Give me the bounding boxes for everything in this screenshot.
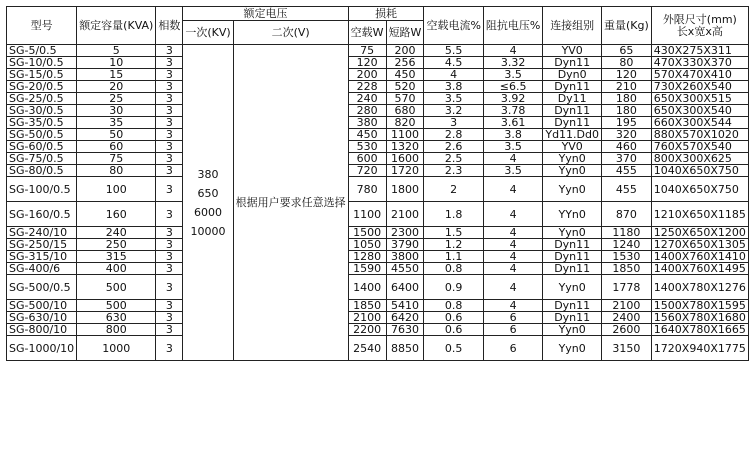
model-cell: SG-60/0.5: [7, 141, 77, 153]
header-impedance: [483, 7, 542, 45]
connection-cell: Yd11.Dd0: [543, 129, 602, 141]
table-row: [7, 251, 749, 263]
dimensions-cell: 1400X760X1495: [651, 263, 748, 275]
dimensions-cell: 1720X940X1775: [651, 336, 748, 361]
connection-cell: Dyn11: [543, 239, 602, 251]
header-no-load: 空载W: [348, 21, 386, 45]
no-load-loss-cell: 120: [348, 57, 386, 69]
primary-voltage-value: 380: [197, 167, 219, 181]
no-load-loss-cell: 240: [348, 93, 386, 105]
dimensions-cell: 1270X650X1305: [651, 239, 748, 251]
short-circuit-loss-cell: 570: [386, 93, 424, 105]
header-weight: [602, 7, 652, 45]
capacity-cell: 75: [77, 153, 156, 165]
dimensions-cell: 1640X780X1665: [651, 324, 748, 336]
connection-cell: Dyn11: [543, 263, 602, 275]
phase-cell: 3: [156, 239, 183, 251]
table-row: [7, 300, 749, 312]
phase-cell: 3: [156, 275, 183, 300]
short-circuit-loss-cell: 820: [386, 117, 424, 129]
no-load-current-cell: 2.5: [424, 153, 483, 165]
dimensions-cell: 1210X650X1185: [651, 202, 748, 227]
connection-cell: Yyn0: [543, 165, 602, 177]
no-load-loss-cell: 200: [348, 69, 386, 81]
no-load-loss-cell: 600: [348, 153, 386, 165]
weight-cell: 320: [602, 129, 652, 141]
header-model: 型号: [7, 7, 77, 45]
header-no-load-current-text: 空载电流%: [426, 18, 481, 32]
short-circuit-loss-cell: 680: [386, 105, 424, 117]
model-cell: SG-20/0.5: [7, 81, 77, 93]
weight-cell: 1240: [602, 239, 652, 251]
model-cell: SG-100/0.5: [7, 177, 77, 202]
phase-cell: 3: [156, 300, 183, 312]
short-circuit-loss-cell: 8850: [386, 336, 424, 361]
phase-cell: 3: [156, 324, 183, 336]
table-row: [7, 227, 749, 239]
short-circuit-loss-cell: 520: [386, 81, 424, 93]
short-circuit-loss-cell: 2100: [386, 202, 424, 227]
phase-cell: 3: [156, 153, 183, 165]
table-row: [7, 153, 749, 165]
model-cell: SG-10/0.5: [7, 57, 77, 69]
model-cell: SG-25/0.5: [7, 93, 77, 105]
short-circuit-loss-cell: 5410: [386, 300, 424, 312]
connection-cell: Dyn11: [543, 251, 602, 263]
secondary-voltage-note: 根据用户要求任意选择: [233, 45, 348, 361]
connection-cell: Dyn0: [543, 69, 602, 81]
capacity-cell: 50: [77, 129, 156, 141]
table-row: [7, 263, 749, 275]
weight-cell: 2400: [602, 312, 652, 324]
no-load-loss-cell: 75: [348, 45, 386, 57]
capacity-cell: 10: [77, 57, 156, 69]
impedance-cell: 4: [483, 153, 542, 165]
model-cell: SG-160/0.5: [7, 202, 77, 227]
dimensions-cell: 1040X650X750: [651, 177, 748, 202]
header-primary: 一次(KV): [183, 21, 233, 45]
impedance-cell: 4: [483, 45, 542, 57]
short-circuit-loss-cell: 6420: [386, 312, 424, 324]
no-load-loss-cell: 530: [348, 141, 386, 153]
short-circuit-loss-cell: 256: [386, 57, 424, 69]
model-cell: SG-315/10: [7, 251, 77, 263]
dimensions-cell: 470X330X370: [651, 57, 748, 69]
capacity-cell: 20: [77, 81, 156, 93]
weight-cell: 1530: [602, 251, 652, 263]
short-circuit-loss-cell: 3790: [386, 239, 424, 251]
header-rated-voltage: 额定电压: [183, 7, 348, 21]
impedance-cell: 3.5: [483, 165, 542, 177]
phase-cell: 3: [156, 45, 183, 57]
table-row: [7, 129, 749, 141]
header-connection: 连接组别: [543, 7, 602, 45]
table-row: [7, 312, 749, 324]
primary-voltage-value: 6000: [194, 205, 222, 219]
no-load-current-cell: 3.8: [424, 81, 483, 93]
model-cell: SG-5/0.5: [7, 45, 77, 57]
short-circuit-loss-cell: 6400: [386, 275, 424, 300]
impedance-cell: 3.32: [483, 57, 542, 69]
model-cell: SG-400/6: [7, 263, 77, 275]
model-cell: SG-80/0.5: [7, 165, 77, 177]
phase-cell: 3: [156, 105, 183, 117]
phase-cell: 3: [156, 312, 183, 324]
no-load-current-cell: 2.3: [424, 165, 483, 177]
capacity-cell: 1000: [77, 336, 156, 361]
no-load-current-cell: 2.6: [424, 141, 483, 153]
impedance-cell: 4: [483, 263, 542, 275]
dimensions-cell: 650X300X515: [651, 93, 748, 105]
capacity-cell: 60: [77, 141, 156, 153]
table-row: [7, 275, 749, 300]
short-circuit-loss-cell: 1720: [386, 165, 424, 177]
model-cell: SG-75/0.5: [7, 153, 77, 165]
weight-cell: 455: [602, 177, 652, 202]
model-cell: SG-15/0.5: [7, 69, 77, 81]
header-no-load-current: [424, 7, 483, 45]
no-load-loss-cell: 2540: [348, 336, 386, 361]
weight-cell: 455: [602, 165, 652, 177]
table-row: [7, 57, 749, 69]
no-load-loss-cell: 1500: [348, 227, 386, 239]
connection-cell: Yyn0: [543, 177, 602, 202]
capacity-cell: 35: [77, 117, 156, 129]
header-phases: [156, 7, 183, 45]
no-load-current-cell: 3.5: [424, 93, 483, 105]
header-impedance-text: 阻抗电压%: [485, 18, 541, 32]
table-row: [7, 324, 749, 336]
no-load-loss-cell: 1280: [348, 251, 386, 263]
short-circuit-loss-cell: 1600: [386, 153, 424, 165]
model-cell: SG-30/0.5: [7, 105, 77, 117]
primary-voltage-value: 10000: [190, 224, 226, 238]
no-load-current-cell: 3.2: [424, 105, 483, 117]
short-circuit-loss-cell: 1800: [386, 177, 424, 202]
connection-cell: Yyn0: [543, 324, 602, 336]
no-load-loss-cell: 1850: [348, 300, 386, 312]
impedance-cell: 4: [483, 239, 542, 251]
dimensions-cell: 1250X650X1200: [651, 227, 748, 239]
capacity-cell: 630: [77, 312, 156, 324]
impedance-cell: 3.5: [483, 69, 542, 81]
phase-cell: 3: [156, 69, 183, 81]
phase-cell: 3: [156, 117, 183, 129]
weight-cell: 180: [602, 105, 652, 117]
weight-cell: 2600: [602, 324, 652, 336]
weight-cell: 1850: [602, 263, 652, 275]
model-cell: SG-240/10: [7, 227, 77, 239]
capacity-cell: 250: [77, 239, 156, 251]
impedance-cell: 4: [483, 251, 542, 263]
no-load-loss-cell: 1100: [348, 202, 386, 227]
no-load-current-cell: 4: [424, 69, 483, 81]
weight-cell: 1180: [602, 227, 652, 239]
dimensions-cell: 1400X780X1276: [651, 275, 748, 300]
impedance-cell: 6: [483, 312, 542, 324]
capacity-cell: 80: [77, 165, 156, 177]
connection-cell: Dyn11: [543, 312, 602, 324]
table-row: [7, 141, 749, 153]
table-row: [7, 177, 749, 202]
capacity-cell: 240: [77, 227, 156, 239]
model-cell: SG-500/0.5: [7, 275, 77, 300]
no-load-loss-cell: 780: [348, 177, 386, 202]
phase-cell: 3: [156, 202, 183, 227]
model-cell: SG-800/10: [7, 324, 77, 336]
phase-cell: 3: [156, 336, 183, 361]
connection-cell: Dyn11: [543, 117, 602, 129]
dimensions-cell: 1560X780X1680: [651, 312, 748, 324]
no-load-current-cell: 1.5: [424, 227, 483, 239]
phase-cell: 3: [156, 227, 183, 239]
connection-cell: Yyn0: [543, 275, 602, 300]
transformer-spec-table: [6, 6, 749, 361]
dimensions-cell: 1500X780X1595: [651, 300, 748, 312]
dimensions-cell: 730X260X540: [651, 81, 748, 93]
table-row: [7, 239, 749, 251]
header-phases-text: 相数: [158, 18, 181, 32]
no-load-current-cell: 2.8: [424, 129, 483, 141]
impedance-cell: 6: [483, 336, 542, 361]
connection-cell: Yyn0: [543, 227, 602, 239]
no-load-current-cell: 2: [424, 177, 483, 202]
no-load-current-cell: 0.6: [424, 312, 483, 324]
header-capacity-text: 额定容量(KVA): [79, 18, 154, 32]
dimensions-cell: 570X470X410: [651, 69, 748, 81]
dimensions-cell: 1040X650X750: [651, 165, 748, 177]
header-capacity: [77, 7, 156, 45]
short-circuit-loss-cell: 7630: [386, 324, 424, 336]
weight-cell: 370: [602, 153, 652, 165]
connection-cell: Dyn11: [543, 105, 602, 117]
short-circuit-loss-cell: 1320: [386, 141, 424, 153]
no-load-loss-cell: 2100: [348, 312, 386, 324]
connection-cell: Yyn0: [543, 336, 602, 361]
model-cell: SG-50/0.5: [7, 129, 77, 141]
impedance-cell: 4: [483, 202, 542, 227]
no-load-current-cell: 3: [424, 117, 483, 129]
capacity-cell: 500: [77, 300, 156, 312]
table-row: [7, 93, 749, 105]
table-row: [7, 117, 749, 129]
impedance-cell: 4: [483, 300, 542, 312]
phase-cell: 3: [156, 177, 183, 202]
impedance-cell: ≤6.5: [483, 81, 542, 93]
primary-voltage-value: 650: [197, 186, 219, 200]
impedance-cell: 3.92: [483, 93, 542, 105]
no-load-loss-cell: 380: [348, 117, 386, 129]
primary-voltage-cell: [183, 45, 233, 361]
impedance-cell: 6: [483, 324, 542, 336]
weight-cell: 870: [602, 202, 652, 227]
connection-cell: YV0: [543, 45, 602, 57]
model-cell: SG-630/10: [7, 312, 77, 324]
short-circuit-loss-cell: 200: [386, 45, 424, 57]
weight-cell: 3150: [602, 336, 652, 361]
model-cell: SG-1000/10: [7, 336, 77, 361]
dimensions-cell: 650X300X540: [651, 105, 748, 117]
weight-cell: 210: [602, 81, 652, 93]
table-body: [7, 45, 749, 361]
no-load-loss-cell: 1590: [348, 263, 386, 275]
table-row: [7, 202, 749, 227]
no-load-loss-cell: 1050: [348, 239, 386, 251]
no-load-current-cell: 4.5: [424, 57, 483, 69]
impedance-cell: 3.8: [483, 129, 542, 141]
short-circuit-loss-cell: 2300: [386, 227, 424, 239]
phase-cell: 3: [156, 263, 183, 275]
no-load-current-cell: 0.8: [424, 300, 483, 312]
header-dimensions-sub: 长x宽x高: [676, 24, 723, 38]
dimensions-cell: 430X275X311: [651, 45, 748, 57]
dimensions-cell: 880X570X1020: [651, 129, 748, 141]
impedance-cell: 3.78: [483, 105, 542, 117]
dimensions-cell: 800X300X625: [651, 153, 748, 165]
model-cell: SG-35/0.5: [7, 117, 77, 129]
no-load-current-cell: 0.6: [424, 324, 483, 336]
capacity-cell: 100: [77, 177, 156, 202]
phase-cell: 3: [156, 165, 183, 177]
phase-cell: 3: [156, 81, 183, 93]
no-load-current-cell: 0.5: [424, 336, 483, 361]
weight-cell: 80: [602, 57, 652, 69]
model-cell: SG-500/10: [7, 300, 77, 312]
weight-cell: 2100: [602, 300, 652, 312]
weight-cell: 195: [602, 117, 652, 129]
capacity-cell: 15: [77, 69, 156, 81]
header-short-circuit: 短路W: [386, 21, 424, 45]
short-circuit-loss-cell: 4550: [386, 263, 424, 275]
connection-cell: YV0: [543, 141, 602, 153]
capacity-cell: 800: [77, 324, 156, 336]
connection-cell: Dyn11: [543, 81, 602, 93]
impedance-cell: 3.61: [483, 117, 542, 129]
no-load-loss-cell: 1400: [348, 275, 386, 300]
impedance-cell: 3.5: [483, 141, 542, 153]
no-load-loss-cell: 720: [348, 165, 386, 177]
impedance-cell: 4: [483, 275, 542, 300]
dimensions-cell: 660X300X544: [651, 117, 748, 129]
table-row: [7, 81, 749, 93]
capacity-cell: 25: [77, 93, 156, 105]
connection-cell: YYn0: [543, 202, 602, 227]
header-dimensions-text: 外限尺寸(mm): [662, 12, 737, 26]
no-load-current-cell: 1.2: [424, 239, 483, 251]
table-row: [7, 69, 749, 81]
connection-cell: Dyn11: [543, 300, 602, 312]
short-circuit-loss-cell: 1100: [386, 129, 424, 141]
phase-cell: 3: [156, 93, 183, 105]
table-row: [7, 45, 749, 57]
phase-cell: 3: [156, 251, 183, 263]
capacity-cell: 500: [77, 275, 156, 300]
phase-cell: 3: [156, 57, 183, 69]
spec-table-container: [6, 6, 749, 361]
capacity-cell: 160: [77, 202, 156, 227]
header-loss: 损耗: [348, 7, 424, 21]
no-load-current-cell: 1.1: [424, 251, 483, 263]
table-row: [7, 336, 749, 361]
dimensions-cell: 1400X760X1410: [651, 251, 748, 263]
capacity-cell: 400: [77, 263, 156, 275]
impedance-cell: 4: [483, 227, 542, 239]
no-load-current-cell: 1.8: [424, 202, 483, 227]
dimensions-cell: 760X570X540: [651, 141, 748, 153]
model-cell: SG-250/15: [7, 239, 77, 251]
weight-cell: 120: [602, 69, 652, 81]
no-load-loss-cell: 280: [348, 105, 386, 117]
header-secondary: 二次(V): [233, 21, 348, 45]
header-dimensions: [651, 7, 748, 45]
no-load-loss-cell: 228: [348, 81, 386, 93]
connection-cell: Dyn11: [543, 57, 602, 69]
phase-cell: 3: [156, 141, 183, 153]
no-load-current-cell: 0.9: [424, 275, 483, 300]
capacity-cell: 30: [77, 105, 156, 117]
connection-cell: Yyn0: [543, 153, 602, 165]
connection-cell: Dy11: [543, 93, 602, 105]
impedance-cell: 4: [483, 177, 542, 202]
no-load-current-cell: 5.5: [424, 45, 483, 57]
table-row: [7, 105, 749, 117]
capacity-cell: 5: [77, 45, 156, 57]
no-load-loss-cell: 2200: [348, 324, 386, 336]
weight-cell: 1778: [602, 275, 652, 300]
no-load-current-cell: 0.8: [424, 263, 483, 275]
short-circuit-loss-cell: 3800: [386, 251, 424, 263]
weight-cell: 460: [602, 141, 652, 153]
phase-cell: 3: [156, 129, 183, 141]
capacity-cell: 315: [77, 251, 156, 263]
no-load-loss-cell: 450: [348, 129, 386, 141]
weight-cell: 180: [602, 93, 652, 105]
weight-cell: 65: [602, 45, 652, 57]
short-circuit-loss-cell: 450: [386, 69, 424, 81]
table-row: [7, 165, 749, 177]
header-weight-text: 重量(Kg): [604, 18, 649, 32]
